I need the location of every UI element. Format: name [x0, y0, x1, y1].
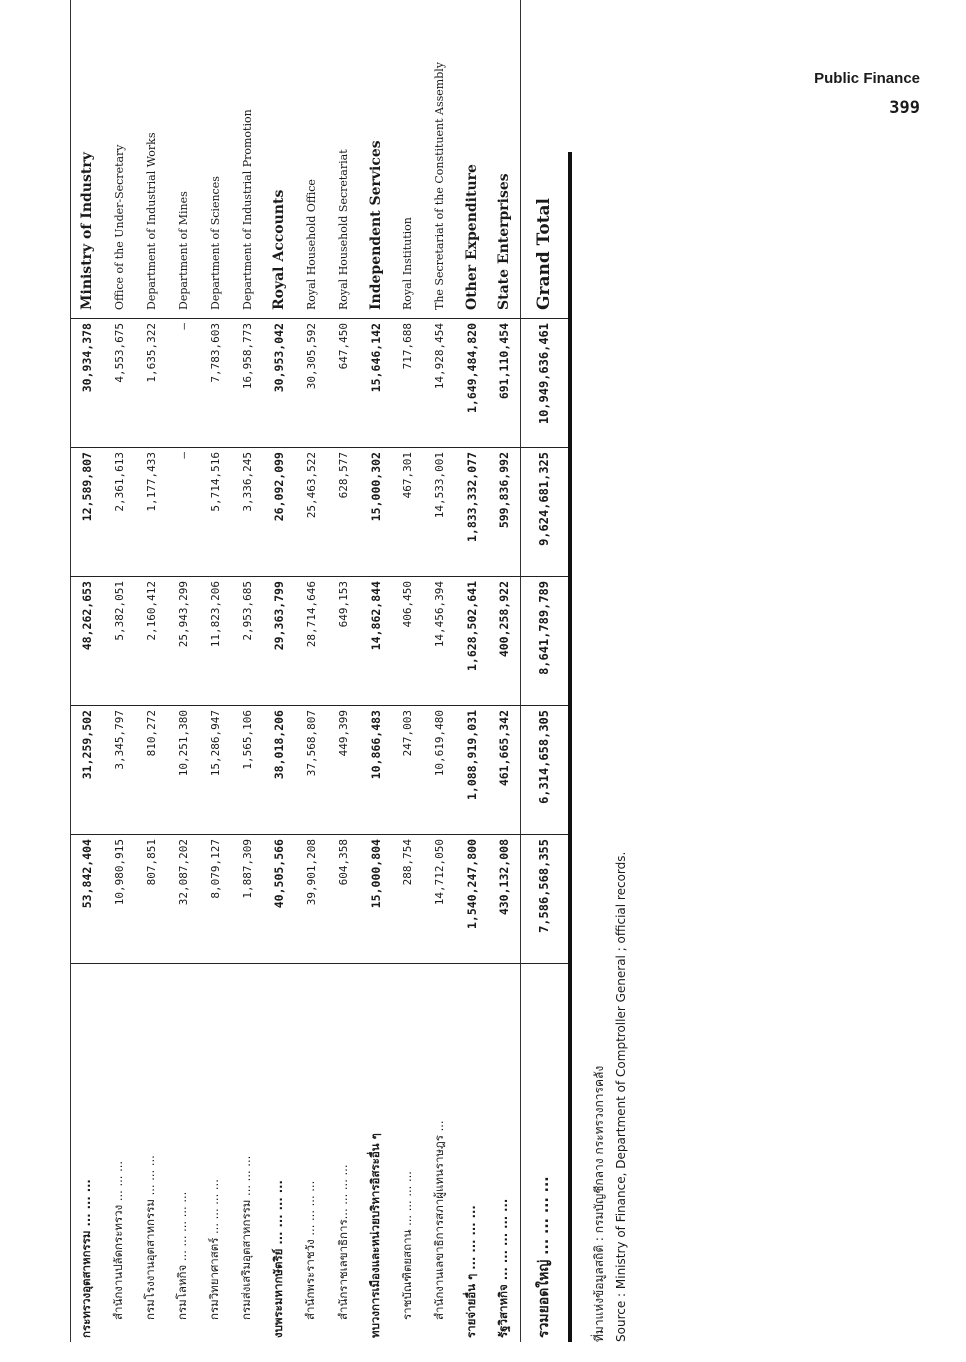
value-col-3: 28,714,646 — [295, 577, 327, 706]
value-col-3: 48,262,653 — [71, 577, 104, 706]
row-label-thai: ราชบัณฑิตยสถาน ... ... ... ... — [399, 1171, 414, 1320]
value-col-2: 38,018,206 — [263, 706, 295, 835]
row-label-thai: กรมส่งเสริมอุตสาหกรรม ... ... ... — [239, 1155, 254, 1320]
source-note — [588, 642, 634, 1342]
row-label-thai: รวมยอดใหญ่ ... ... ... ... — [520, 964, 568, 1343]
row-label-english: Department of Industrial Promotion — [231, 0, 263, 319]
value-col-3: 14,862,844 — [360, 577, 392, 706]
row-label-thai: งบพระมหากษัตริย์ ... ... ... ... — [271, 1180, 286, 1338]
row-label-thai: สำนักงานปลัดกระทรวง ... ... ... — [111, 1160, 126, 1320]
value-col-2: 1,565,106 — [231, 706, 263, 835]
value-col-3: 14,456,394 — [424, 577, 456, 706]
value-col-1: 430,132,008 — [488, 835, 521, 964]
value-col-5: 1,649,484,820 — [456, 319, 488, 448]
value-col-4: 1,833,332,077 — [464, 452, 479, 543]
value-col-5: 30,305,592 — [295, 319, 327, 448]
row-label-thai: รายจ่ายอื่น ๆ ... ... ... ... — [463, 1205, 478, 1338]
row-label-thai: กรมโรงงานอุตสาหกรรม ... ... ... — [143, 1155, 158, 1320]
value-col-4: 15,000,302 — [368, 452, 383, 522]
table-row — [263, 0, 295, 1342]
value-col-3: 8,641,789,789 — [520, 577, 568, 706]
value-col-3: 406,450 — [392, 577, 424, 706]
value-col-1: 15,000,804 — [360, 835, 392, 964]
value-col-5: 30,953,042 — [263, 319, 295, 448]
row-label-english: Royal Household Secretariat — [328, 0, 360, 319]
value-col-4: 628,577 — [337, 452, 351, 499]
value-col-4: 5,714,516 — [208, 452, 222, 512]
row-label-thai: สำนักงานเลขาธิการสภาผู้แทนราษฎร ... — [431, 1120, 446, 1320]
value-col-3: 5,382,051 — [103, 577, 135, 706]
table-row — [135, 0, 167, 1342]
value-col-5: 15,646,142 — [360, 319, 392, 448]
row-label-english: Royal Accounts — [263, 0, 295, 319]
value-col-1: 288,754 — [392, 835, 424, 964]
value-col-1: 8,079,127 — [199, 835, 231, 964]
value-col-5: 30,934,378 — [71, 319, 104, 448]
value-col-4: 2,361,613 — [112, 452, 126, 512]
row-label-english: Department of Industrial Works — [135, 0, 167, 319]
value-col-2: 6,314,658,305 — [520, 706, 568, 835]
value-col-3: 11,823,206 — [199, 577, 231, 706]
value-col-2: 810,272 — [135, 706, 167, 835]
row-label-thai: สำนักพระราชวัง ... ... ... ... — [303, 1180, 318, 1320]
value-col-2: 3,345,797 — [103, 706, 135, 835]
value-col-4: 12,589,807 — [71, 448, 104, 577]
table-row — [424, 0, 456, 1342]
value-col-1: 39,901,208 — [295, 835, 327, 964]
section-title: Public Finance — [814, 70, 920, 87]
value-col-1: 10,980,915 — [103, 835, 135, 964]
value-col-5: 7,783,603 — [199, 319, 231, 448]
value-col-5: 717,688 — [392, 319, 424, 448]
table-row — [488, 0, 521, 1342]
value-col-1: 807,851 — [135, 835, 167, 964]
table-row — [456, 0, 488, 1342]
row-label-english: Independent Services — [360, 0, 392, 319]
value-col-4: 1,177,433 — [144, 452, 158, 512]
table-row — [295, 0, 327, 1342]
value-col-2: 10,866,483 — [360, 706, 392, 835]
value-col-5: 14,928,454 — [424, 319, 456, 448]
value-col-5: 10,949,636,461 — [520, 319, 568, 448]
source-thai: ที่มาแห่งข้อมูลสถิติ : กรมบัญชีกลาง กระทรวงการคลัง — [592, 1065, 606, 1342]
source-english: Source : Ministry of Finance, Department of Comptroller General ; official records. — [614, 851, 628, 1342]
row-label-thai: รัฐวิสาหกิจ ... ... ... ... ... — [495, 1198, 510, 1338]
value-col-5: 691,110,454 — [488, 319, 521, 448]
value-col-2: 461,665,342 — [488, 706, 521, 835]
value-col-1: 32,087,202 — [167, 835, 199, 964]
row-label-thai: ทบวงการเมืองและหน่วยบริหารอิสระอื่น ๆ — [367, 1133, 382, 1338]
row-label-english: Other Expenditure — [456, 0, 488, 319]
row-label-english: Royal Institution — [392, 0, 424, 319]
value-col-4: 25,463,522 — [304, 452, 318, 519]
row-label-english: Royal Household Office — [295, 0, 327, 319]
value-col-1: 40,505,566 — [263, 835, 295, 964]
page-number: 399 — [889, 98, 920, 118]
value-col-2: 1,088,919,031 — [456, 706, 488, 835]
value-col-4: 599,836,992 — [496, 452, 511, 529]
value-col-4: 3,336,245 — [240, 452, 254, 512]
value-col-3: 29,363,799 — [263, 577, 295, 706]
row-label-english: Ministry of Industry — [71, 0, 104, 319]
value-col-1: 1,540,247,800 — [456, 835, 488, 964]
rotated-table-container — [70, 61, 568, 1342]
table-right-rule — [568, 152, 572, 1342]
value-col-5: 1,635,322 — [135, 319, 167, 448]
value-col-2: 10,619,480 — [424, 706, 456, 835]
table-row — [392, 0, 424, 1342]
value-col-2: 247,003 — [392, 706, 424, 835]
row-label-english: Office of the Under-Secretary — [103, 0, 135, 319]
value-col-4: — — [176, 452, 190, 459]
value-col-5: 16,958,773 — [231, 319, 263, 448]
value-col-1: 1,887,309 — [231, 835, 263, 964]
table-row — [71, 0, 104, 1342]
row-label-english: Department of Mines — [167, 0, 199, 319]
value-col-4: 26,092,099 — [272, 452, 287, 522]
table-row — [103, 0, 135, 1342]
value-col-3: 2,953,685 — [231, 577, 263, 706]
table-row — [231, 0, 263, 1342]
value-col-1: 7,586,568,355 — [520, 835, 568, 964]
value-col-4: 9,624,681,325 — [520, 448, 568, 577]
value-col-1: 14,712,050 — [424, 835, 456, 964]
value-col-2: 15,286,947 — [199, 706, 231, 835]
value-col-3: 400,258,922 — [488, 577, 521, 706]
row-label-thai: กรมโลหกิจ ... ... ... ... ... — [175, 1191, 190, 1320]
value-col-1: 53,842,404 — [71, 835, 104, 964]
table-row — [328, 0, 360, 1342]
expenditure-table — [70, 0, 568, 1342]
row-label-english: Grand Total — [520, 0, 568, 319]
row-label-english: The Secretariat of the Constituent Assembly — [424, 0, 456, 319]
row-label-thai: กระทรวงอุตสาหกรรม ... ... ... — [71, 964, 104, 1343]
table-row — [360, 0, 392, 1342]
value-col-4: 467,301 — [401, 452, 415, 499]
value-col-3: 1,628,502,641 — [456, 577, 488, 706]
table-row — [167, 0, 199, 1342]
row-label-english: Department of Sciences — [199, 0, 231, 319]
value-col-5: 647,450 — [328, 319, 360, 448]
table-row — [520, 0, 568, 1342]
table-row — [199, 0, 231, 1342]
value-col-1: 604,358 — [328, 835, 360, 964]
value-col-4: 14,533,001 — [433, 452, 447, 519]
value-col-2: 37,568,807 — [295, 706, 327, 835]
row-label-thai: กรมวิทยาศาสตร์ ... ... ... ... — [207, 1179, 222, 1320]
row-label-thai: สำนักราชเลขาธิการ... ... ... ... — [335, 1164, 350, 1320]
value-col-3: 25,943,299 — [167, 577, 199, 706]
value-col-2: 31,259,502 — [71, 706, 104, 835]
value-col-3: 649,153 — [328, 577, 360, 706]
value-col-2: 449,399 — [328, 706, 360, 835]
value-col-2: 10,251,380 — [167, 706, 199, 835]
value-col-5: — — [167, 319, 199, 448]
value-col-5: 4,553,675 — [103, 319, 135, 448]
row-label-english: State Enterprises — [488, 0, 521, 319]
value-col-3: 2,160,412 — [135, 577, 167, 706]
